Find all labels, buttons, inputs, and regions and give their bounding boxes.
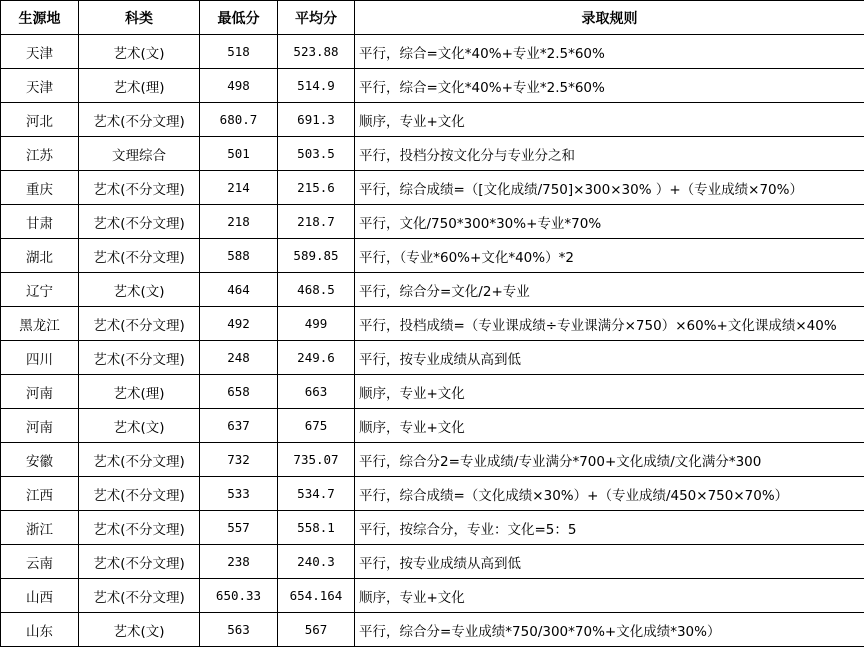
cell-min-score: 464 (200, 273, 278, 307)
cell-min-score: 557 (200, 511, 278, 545)
cell-rule: 顺序，专业+文化 (355, 409, 864, 443)
cell-min-score: 492 (200, 307, 278, 341)
cell-min-score: 214 (200, 171, 278, 205)
table-row (1, 103, 864, 137)
cell-avg-score: 589.85 (278, 239, 355, 273)
cell-subject: 艺术(不分文理) (79, 171, 200, 205)
cell-origin: 山西 (1, 579, 79, 613)
cell-subject: 艺术(不分文理) (79, 545, 200, 579)
table-row (1, 35, 864, 69)
cell-avg-score: 558.1 (278, 511, 355, 545)
cell-origin: 辽宁 (1, 273, 79, 307)
header-subject: 科类 (79, 1, 200, 35)
header-min-score: 最低分 (200, 1, 278, 35)
table-row (1, 307, 864, 341)
cell-origin: 云南 (1, 545, 79, 579)
cell-origin: 四川 (1, 341, 79, 375)
table-row (1, 205, 864, 239)
cell-min-score: 732 (200, 443, 278, 477)
cell-origin: 河南 (1, 375, 79, 409)
table-row (1, 545, 864, 579)
cell-rule: 平行，按综合分，专业：文化=5：5 (355, 511, 864, 545)
cell-subject: 艺术(不分文理) (79, 511, 200, 545)
table-row (1, 239, 864, 273)
table-row (1, 443, 864, 477)
cell-subject: 艺术(不分文理) (79, 307, 200, 341)
cell-subject: 艺术(文) (79, 613, 200, 647)
table-row (1, 273, 864, 307)
cell-avg-score: 503.5 (278, 137, 355, 171)
cell-subject: 艺术(文) (79, 409, 200, 443)
header-avg-score: 平均分 (278, 1, 355, 35)
cell-origin: 天津 (1, 35, 79, 69)
cell-subject: 艺术(不分文理) (79, 443, 200, 477)
cell-avg-score: 654.164 (278, 579, 355, 613)
cell-min-score: 248 (200, 341, 278, 375)
cell-rule: 平行，投档成绩=（专业课成绩÷专业课满分×750）×60%+文化课成绩×40% (355, 307, 864, 341)
cell-avg-score: 499 (278, 307, 355, 341)
cell-origin: 黑龙江 (1, 307, 79, 341)
cell-origin: 山东 (1, 613, 79, 647)
cell-avg-score: 523.88 (278, 35, 355, 69)
cell-rule: 平行，文化/750*300*30%+专业*70% (355, 205, 864, 239)
table-row (1, 409, 864, 443)
cell-avg-score: 249.6 (278, 341, 355, 375)
cell-min-score: 218 (200, 205, 278, 239)
table-row (1, 341, 864, 375)
cell-avg-score: 675 (278, 409, 355, 443)
cell-subject: 艺术(不分文理) (79, 341, 200, 375)
cell-subject: 艺术(不分文理) (79, 579, 200, 613)
cell-rule: 平行，综合成绩=（文化成绩×30%）+（专业成绩/450×750×70%） (355, 477, 864, 511)
cell-subject: 艺术(文) (79, 35, 200, 69)
table-body (1, 35, 864, 647)
cell-origin: 江苏 (1, 137, 79, 171)
cell-rule: 顺序，专业+文化 (355, 375, 864, 409)
table-row (1, 137, 864, 171)
cell-rule: 平行，综合分2=专业成绩/专业满分*700+文化成绩/文化满分*300 (355, 443, 864, 477)
cell-subject: 艺术(文) (79, 273, 200, 307)
cell-rule: 平行，按专业成绩从高到低 (355, 545, 864, 579)
cell-avg-score: 735.07 (278, 443, 355, 477)
cell-subject: 艺术(不分文理) (79, 103, 200, 137)
table-row (1, 171, 864, 205)
table-row (1, 375, 864, 409)
cell-rule: 平行，综合=文化*40%+专业*2.5*60% (355, 35, 864, 69)
cell-origin: 安徽 (1, 443, 79, 477)
cell-min-score: 637 (200, 409, 278, 443)
cell-subject: 文理综合 (79, 137, 200, 171)
cell-avg-score: 534.7 (278, 477, 355, 511)
cell-min-score: 518 (200, 35, 278, 69)
cell-min-score: 238 (200, 545, 278, 579)
cell-min-score: 658 (200, 375, 278, 409)
cell-rule: 顺序，专业+文化 (355, 103, 864, 137)
cell-avg-score: 663 (278, 375, 355, 409)
cell-rule: 平行，按专业成绩从高到低 (355, 341, 864, 375)
cell-subject: 艺术(理) (79, 375, 200, 409)
cell-origin: 江西 (1, 477, 79, 511)
cell-min-score: 498 (200, 69, 278, 103)
cell-origin: 湖北 (1, 239, 79, 273)
cell-subject: 艺术(不分文理) (79, 477, 200, 511)
header-row (1, 1, 864, 35)
cell-min-score: 588 (200, 239, 278, 273)
cell-avg-score: 691.3 (278, 103, 355, 137)
cell-origin: 河北 (1, 103, 79, 137)
cell-min-score: 533 (200, 477, 278, 511)
cell-rule: 顺序，专业+文化 (355, 579, 864, 613)
cell-origin: 甘肃 (1, 205, 79, 239)
cell-subject: 艺术(不分文理) (79, 239, 200, 273)
cell-avg-score: 215.6 (278, 171, 355, 205)
cell-min-score: 501 (200, 137, 278, 171)
cell-avg-score: 240.3 (278, 545, 355, 579)
cell-rule: 平行，综合分=专业成绩*750/300*70%+文化成绩*30%） (355, 613, 864, 647)
cell-min-score: 563 (200, 613, 278, 647)
cell-origin: 浙江 (1, 511, 79, 545)
header-rule: 录取规则 (355, 1, 864, 35)
cell-origin: 天津 (1, 69, 79, 103)
cell-rule: 平行，（专业*60%+文化*40%）*2 (355, 239, 864, 273)
table-row (1, 69, 864, 103)
cell-subject: 艺术(不分文理) (79, 205, 200, 239)
table-row (1, 511, 864, 545)
cell-avg-score: 567 (278, 613, 355, 647)
cell-rule: 平行，综合成绩=（[文化成绩/750]×300×30% ）+（专业成绩×70%） (355, 171, 864, 205)
cell-avg-score: 218.7 (278, 205, 355, 239)
cell-min-score: 680.7 (200, 103, 278, 137)
cell-rule: 平行，综合=文化*40%+专业*2.5*60% (355, 69, 864, 103)
cell-rule: 平行，投档分按文化分与专业分之和 (355, 137, 864, 171)
cell-rule: 平行，综合分=文化/2+专业 (355, 273, 864, 307)
table-row (1, 477, 864, 511)
table-row (1, 613, 864, 647)
cell-origin: 重庆 (1, 171, 79, 205)
cell-avg-score: 514.9 (278, 69, 355, 103)
cell-avg-score: 468.5 (278, 273, 355, 307)
header-origin: 生源地 (1, 1, 79, 35)
table-row (1, 579, 864, 613)
cell-origin: 河南 (1, 409, 79, 443)
cell-subject: 艺术(理) (79, 69, 200, 103)
cell-min-score: 650.33 (200, 579, 278, 613)
